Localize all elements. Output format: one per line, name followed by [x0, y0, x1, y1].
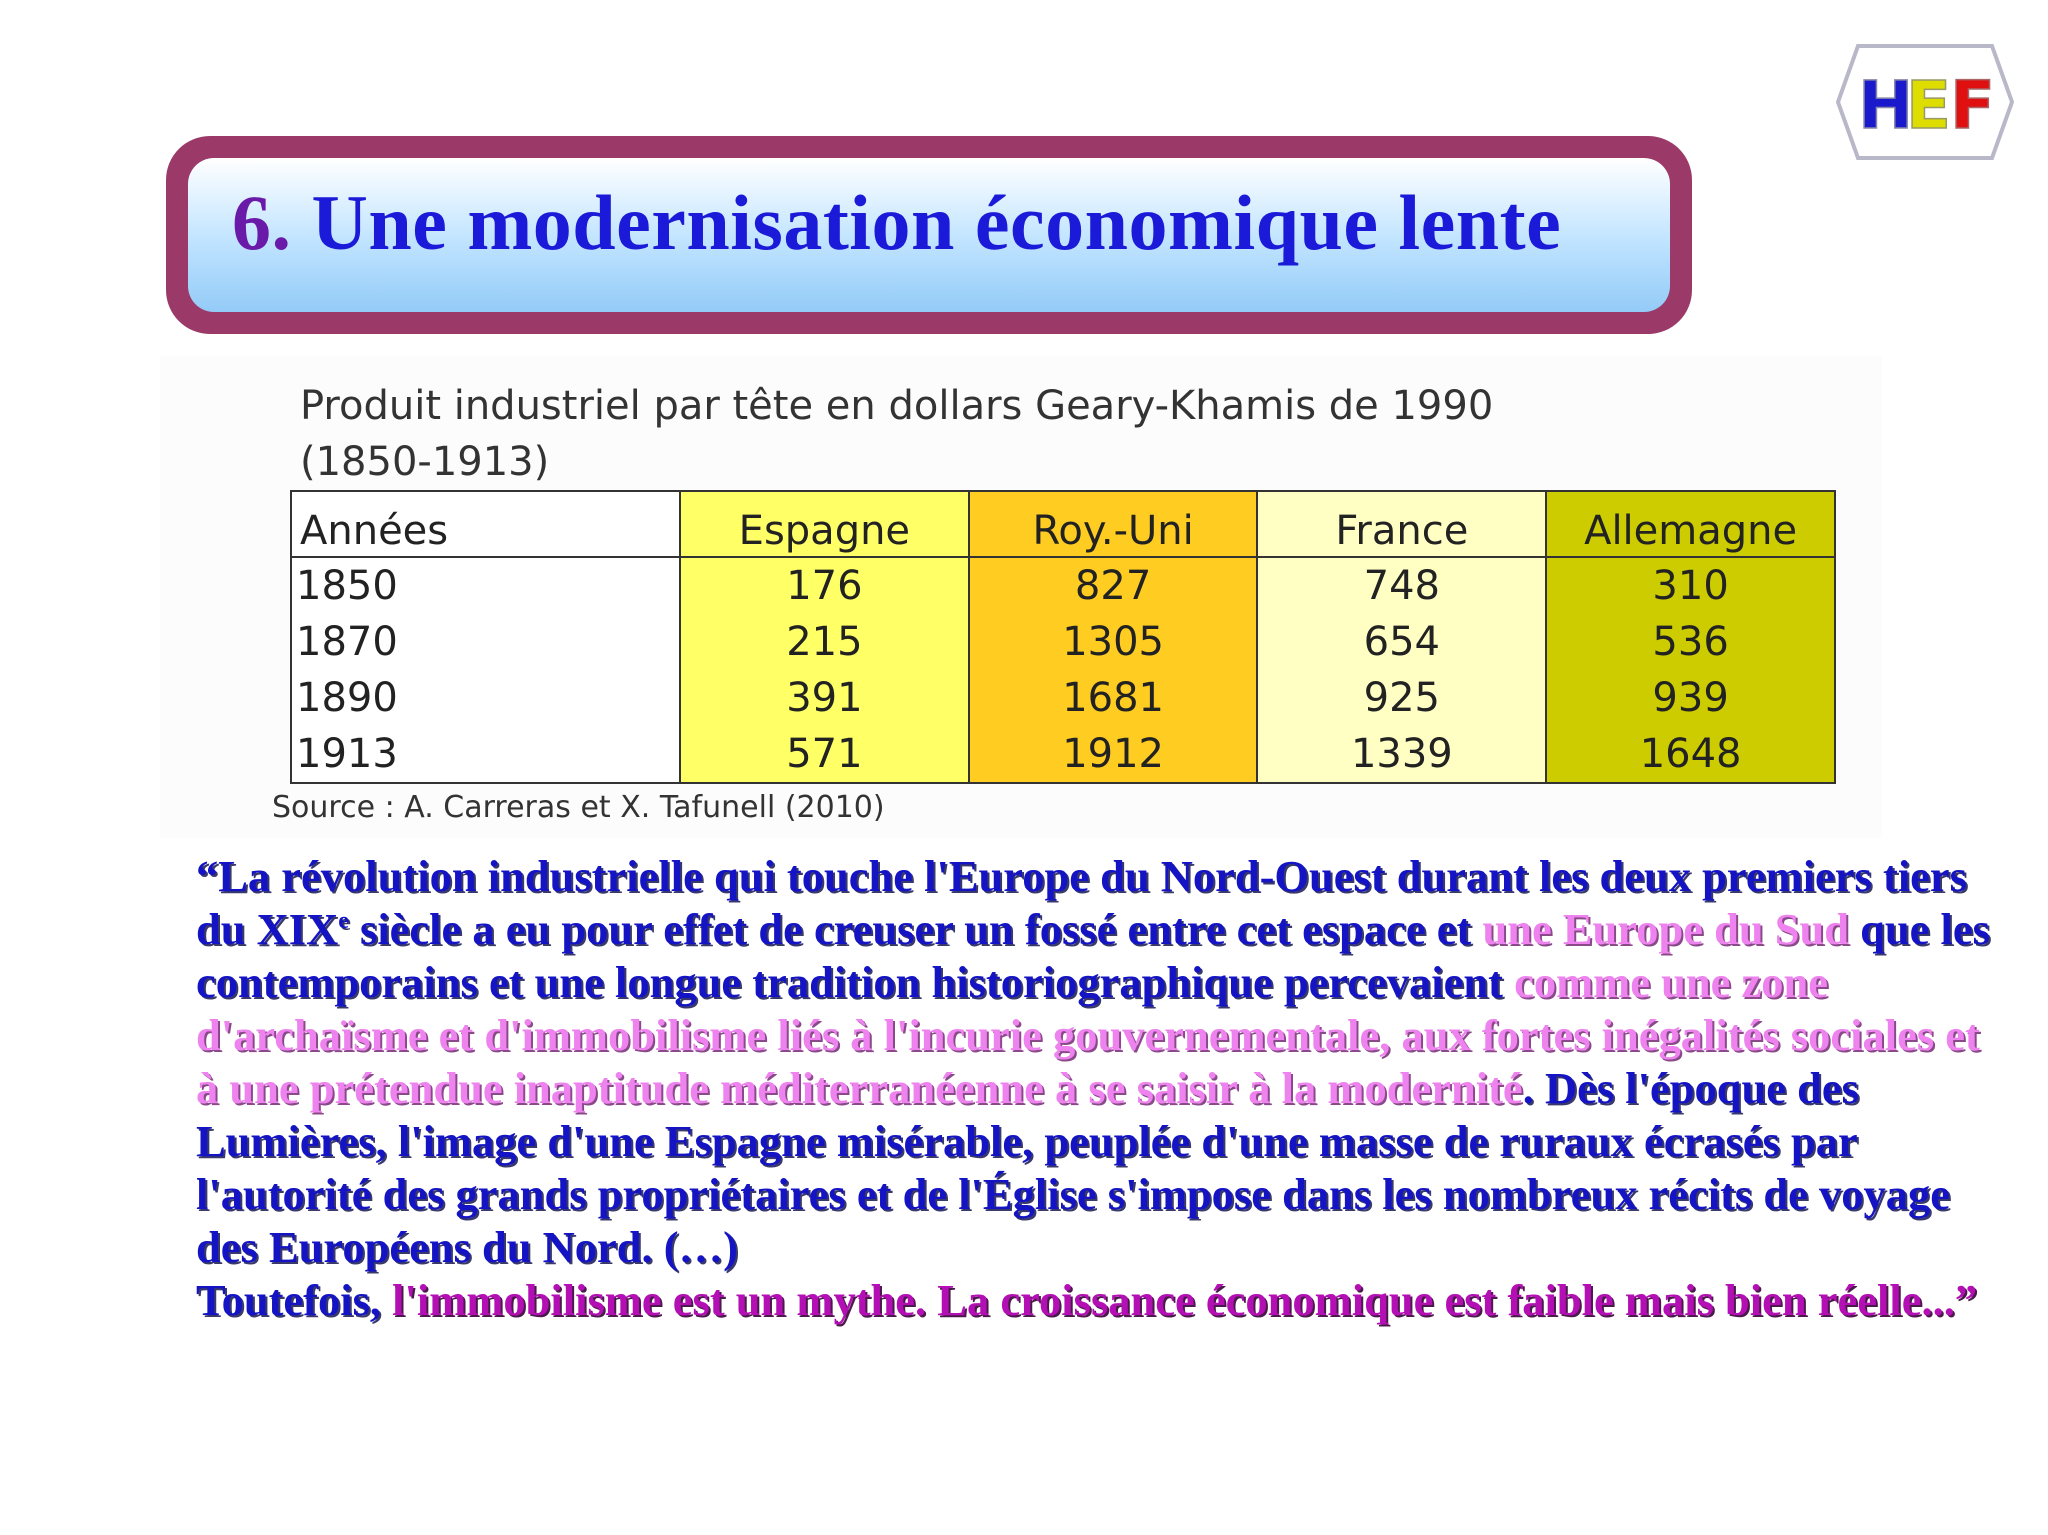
table-row: [291, 670, 1835, 726]
hef-logo: [1836, 44, 2014, 160]
quote-part-4: que les contemporains et une longue tradition historiographique percevaient: [196, 904, 1990, 1007]
cell-roy-uni: 1681: [969, 670, 1258, 726]
title-banner-inner: [188, 158, 1670, 312]
logo-letter-f: F: [1950, 67, 1996, 144]
cell-year: 1870: [291, 614, 680, 670]
header-roy-uni: Roy.-Uni: [969, 491, 1258, 557]
title-banner: [166, 136, 1692, 334]
hef-logo-badge: [1836, 44, 2014, 160]
cell-france: 748: [1257, 557, 1546, 614]
table-caption-line2: (1850-1913): [300, 439, 550, 485]
quote-part-7: Toutefois,: [196, 1275, 393, 1325]
header-annees: Années: [291, 491, 680, 557]
table-row: [291, 726, 1835, 783]
cell-france: 925: [1257, 670, 1546, 726]
cell-allemagne: 536: [1546, 614, 1835, 670]
table-caption: [300, 378, 1820, 490]
industrial-output-table: [290, 490, 1836, 784]
cell-year: 1913: [291, 726, 680, 783]
logo-letter-e: E: [1906, 67, 1952, 144]
table-caption-line1: Produit industriel par tête en dollars Geary-Khamis de 1990: [300, 383, 1494, 429]
table-figure: [160, 356, 1882, 838]
slide-title-number: 6.: [232, 179, 292, 266]
cell-roy-uni: 827: [969, 557, 1258, 614]
cell-roy-uni: 1912: [969, 726, 1258, 783]
cell-espagne: 215: [680, 614, 969, 670]
table-header-row: [291, 491, 1835, 557]
slide-title: [232, 178, 1561, 268]
cell-france: 654: [1257, 614, 1546, 670]
quote-part-6: . Dès l'époque des Lumières, l'image d'une Espagne misérable, peuplée d'une masse de ruraux écrasés par l'autorité des grands propriétaires et de l'Église s'impose dans les nombreux récits de voyage des Européens du Nord. (…): [196, 1063, 1950, 1272]
cell-espagne: 391: [680, 670, 969, 726]
quote-highlight-mythe: l'immobilisme est un mythe. La croissance économique est faible mais bien réelle...”: [392, 1275, 1978, 1325]
historian-quote: [196, 850, 2002, 1327]
quote-highlight-europe-sud: une Europe du Sud: [1482, 904, 1849, 954]
logo-letter-h: H: [1858, 67, 1914, 144]
table-row: [291, 557, 1835, 614]
cell-allemagne: 310: [1546, 557, 1835, 614]
cell-espagne: 571: [680, 726, 969, 783]
quote-part-1: “La révolution industrielle qui touche l'Europe du Nord-Ouest durant les deux premiers tiers du XIX: [196, 851, 1968, 954]
cell-year: 1890: [291, 670, 680, 726]
header-allemagne: Allemagne: [1546, 491, 1835, 557]
header-espagne: Espagne: [680, 491, 969, 557]
table-source: Source : A. Carreras et X. Tafunell (2010): [272, 790, 885, 825]
header-france: France: [1257, 491, 1546, 557]
quote-part-2: siècle a eu pour effet de creuser un fossé entre cet espace et: [348, 904, 1483, 954]
quote-highlight-archaisme: comme une zone d'archaïsme et d'immobilisme liés à l'incurie gouvernementale, aux fortes inégalités sociales et à une prétendue inaptitude méditerranéenne à se saisir à la modernité: [196, 957, 1980, 1113]
cell-france: 1339: [1257, 726, 1546, 783]
slide-title-text: Une modernisation économique lente: [311, 179, 1562, 266]
cell-roy-uni: 1305: [969, 614, 1258, 670]
cell-allemagne: 1648: [1546, 726, 1835, 783]
table-row: [291, 614, 1835, 670]
cell-year: 1850: [291, 557, 680, 614]
cell-espagne: 176: [680, 557, 969, 614]
quote-superscript: e: [338, 908, 349, 935]
cell-allemagne: 939: [1546, 670, 1835, 726]
